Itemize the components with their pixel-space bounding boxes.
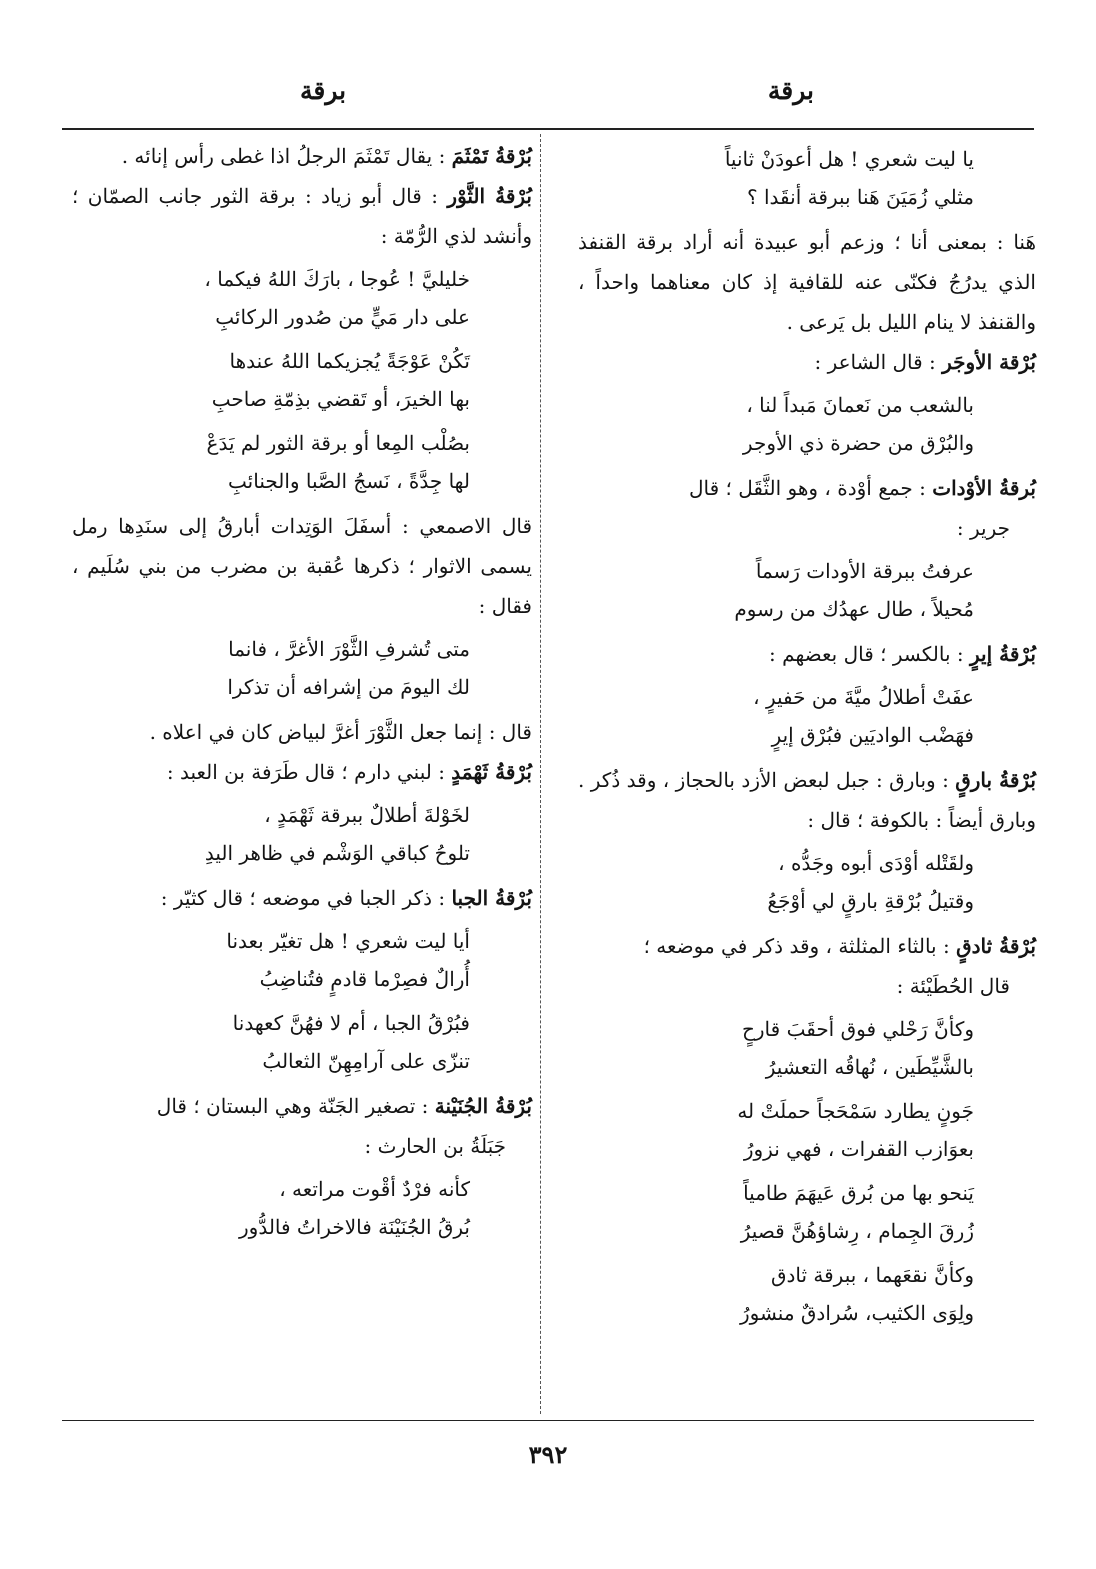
entry-text: : قال الشاعر : bbox=[814, 350, 943, 374]
verse-block bbox=[578, 386, 1036, 462]
verse-line: تَكُنْ عَوْجَةً يُجزيكما اللهُ عندها bbox=[229, 349, 470, 373]
verse-block bbox=[72, 1170, 532, 1246]
verse-line: تلوحُ كباقي الوَشْم في ظاهر اليدِ bbox=[204, 841, 470, 865]
entry-headword: بُرْقةُ إيرٍ bbox=[969, 642, 1036, 666]
verse-line: مُحيلاً ، طال عهدُك من رسوم bbox=[734, 597, 974, 621]
page-number: ٣٩٢ bbox=[528, 1440, 568, 1469]
entry-text: قال : إنما جعل الثَّوْرَ أغرَّ لبياض كان في اعلاه . bbox=[149, 720, 532, 744]
entry-headword: بُرْقةُ بارقٍ bbox=[955, 768, 1036, 792]
entry-headword: بُرْقةُ تَمْثَمَ bbox=[451, 144, 532, 168]
entry-text: : بالكسر ؛ قال بعضهم : bbox=[769, 642, 970, 666]
verse-block bbox=[72, 342, 532, 418]
verse-line: بها الخيرَ، أو تَقضي بذِمّةِ صاحبِ bbox=[211, 387, 470, 411]
column-separator bbox=[540, 134, 541, 1414]
entry-text: : يقال تَمْثَمَ الرجلُ اذا غطى رأس إنائه . bbox=[121, 144, 452, 168]
verse-line: بعوَازب القفرات ، فهي نزورُ bbox=[743, 1137, 974, 1161]
verse-line: تنزّى على آرامِهِنّ الثعالبُ bbox=[262, 1049, 470, 1073]
entry-text: : ذكر الجبا في موضعه ؛ قال كثيّر : bbox=[160, 886, 452, 910]
entry-paragraph bbox=[578, 222, 1036, 342]
verse-line: لها جِدَّةً ، نَسجُ الصَّبا والجنائبِ bbox=[228, 469, 470, 493]
verse-block bbox=[578, 140, 1036, 216]
verse-line: أُرالٌ فصِرْما قادمٍ فتُناضِبُ bbox=[259, 967, 470, 991]
entry-paragraph bbox=[578, 342, 1036, 382]
verse-line: وكأنَّ نقعَهما ، ببرقة ثادق bbox=[770, 1263, 974, 1287]
verse-line: وقتيلُ بُرْقةِ بارقٍ لي أوْجَعُ bbox=[767, 889, 974, 913]
entry-paragraph bbox=[72, 136, 532, 176]
continuation-line: جرير : bbox=[956, 516, 1010, 540]
verse-line: عفَتْ أطلالُ ميَّةَ من حَفيرٍ ، bbox=[753, 685, 974, 709]
entry-text: : بالثاء المثلثة ، وقد ذكر في موضعه ؛ bbox=[643, 934, 957, 958]
verse-block bbox=[578, 1092, 1036, 1168]
verse-line: عرفتُ ببرقة الأودات رَسماً bbox=[755, 559, 974, 583]
verse-line: لخَوْلةَ أطلالٌ ببرقة ثَهْمَدٍ ، bbox=[264, 803, 470, 827]
verse-block bbox=[578, 1256, 1036, 1332]
verse-line: ولقَتْله أوْدَى أبوه وجَدُّه ، bbox=[778, 851, 974, 875]
entry-text: : تصغير الجَنّة وهي البستان ؛ قال bbox=[156, 1094, 435, 1118]
right-column bbox=[578, 136, 1036, 1338]
verse-block bbox=[72, 424, 532, 500]
footer-rule bbox=[62, 1420, 1034, 1421]
verse-line: ولِوَى الكثيب، سُرادقٌ منشورُ bbox=[739, 1301, 974, 1325]
verse-block bbox=[72, 630, 532, 706]
header-rule bbox=[62, 128, 1034, 130]
entry-paragraph bbox=[72, 176, 532, 256]
entry-paragraph bbox=[72, 712, 532, 752]
entry-text: هَنا : بمعنى أنا ؛ وزعم أبو عبيدة أنه أراد برقة القنفذ الذي يدرُجُ فكنّى عنه للقافية إذ كان معناهما واحداً ، والقنفذ لا ينام الليل بل يَرعى . bbox=[578, 230, 1036, 334]
verse-line: أيا ليت شعري ! هل تغيّر بعدنا bbox=[226, 929, 470, 953]
entry-headword: بُرْقةُ ثَهْمَدٍ bbox=[451, 760, 532, 784]
entry-paragraph bbox=[72, 752, 532, 792]
entry-headword: بُرْقة الأوجَر bbox=[942, 350, 1036, 374]
entry-text: : جمع أوْدة ، وهو الثَّقَل ؛ قال bbox=[688, 476, 933, 500]
entry-text: قال الاصمعي : أسفَلَ الوَتِدات أبارقُ إلى سنَدِها رمل يسمى الاثوار ؛ ذكرها عُقبة بن مضرب من بني سُلَيم ، فقال : bbox=[72, 514, 532, 618]
verse-block bbox=[72, 922, 532, 998]
verse-block bbox=[578, 552, 1036, 628]
verse-line: وكأنَّ رَحْلي فوق أحقَبَ قارحٍ bbox=[741, 1017, 974, 1041]
entry-paragraph bbox=[578, 634, 1036, 674]
verse-block bbox=[578, 678, 1036, 754]
verse-block bbox=[578, 1174, 1036, 1250]
verse-line: جَونٍ يطارد سَمْحَجاً حملَتْ له bbox=[737, 1099, 974, 1123]
verse-line: على دار مَيٍّ من صُدور الركائبِ bbox=[215, 305, 470, 329]
verse-line: بالشعب من نَعمانَ مَبداً لنا ، bbox=[746, 393, 974, 417]
running-head-left: برقة bbox=[300, 76, 347, 105]
verse-line: خليليَّ ! عُوجا ، بارَكَ اللهُ فيكما ، bbox=[204, 267, 470, 291]
verse-line: مثلي زُمَيَنَ هَنا ببرقة أنقَدا ؟ bbox=[747, 185, 974, 209]
entry-paragraph bbox=[578, 926, 1036, 966]
verse-line: متى تُشرفِ الثَّوْرَ الأغرَّ ، فانما bbox=[228, 637, 470, 661]
verse-line: يَنحو بها من بُرق عَيهَمَ طامياً bbox=[743, 1181, 974, 1205]
verse-line: يا ليت شعري ! هل أعودَنْ ثانياً bbox=[724, 147, 974, 171]
entry-text: : لبني دارم ؛ قال طَرَفة بن العبد : bbox=[166, 760, 452, 784]
entry-text: : قال أبو زياد : برقة الثور جانب الصمّان ؛ وأنشد لذي الرُّمّة : bbox=[72, 184, 532, 248]
verse-line: زُرقَ الجِمام ، رِشاؤهُنَّ قصيرُ bbox=[740, 1219, 974, 1243]
entry-headword: بُرْقةُ الجُنَيْنة bbox=[434, 1094, 532, 1118]
left-column bbox=[72, 136, 532, 1252]
continuation-line: جَبَلَةُ بن الحارث : bbox=[364, 1134, 506, 1158]
entry-headword: بُرْقةُ الجبا bbox=[451, 886, 532, 910]
entry-paragraph bbox=[72, 1086, 532, 1126]
entry-paragraph bbox=[72, 878, 532, 918]
verse-block bbox=[72, 796, 532, 872]
entry-headword: بُرْقةُ ثادقٍ bbox=[956, 934, 1036, 958]
entry-paragraph bbox=[578, 760, 1036, 840]
entry-headword: بُرقةُ الأوْدات bbox=[932, 476, 1036, 500]
verse-line: كأنه فرْدٌ أقْوت مراتعه ، bbox=[279, 1177, 470, 1201]
running-head-right: برقة bbox=[767, 76, 814, 105]
entry-paragraph bbox=[72, 506, 532, 626]
verse-line: فهَضْب الواديَين فبُرْق إيرٍ bbox=[771, 723, 974, 747]
entry-paragraph bbox=[578, 468, 1036, 508]
verse-line: بُرقُ الجُنَيْنَة فالاخراتُ فالدُّور bbox=[239, 1215, 470, 1239]
verse-block bbox=[72, 1004, 532, 1080]
verse-line: لك اليومَ من إشرافه أن تذكرا bbox=[227, 675, 470, 699]
entry-headword: بُرْقةُ الثَّوْر bbox=[447, 184, 532, 208]
continuation-line: قال الحُطَيْئة : bbox=[896, 974, 1010, 998]
verse-line: والبُرْق من حضرة ذي الأوجر bbox=[742, 431, 974, 455]
verse-line: فبُرْقُ الجبا ، أم لا فهُنَّ كعهدنا bbox=[232, 1011, 470, 1035]
verse-block bbox=[578, 844, 1036, 920]
entry-text: : وبارق : جبل لبعض الأزد بالحجاز ، وقد ذُكر . وبارق أيضاً : بالكوفة ؛ قال : bbox=[578, 768, 1036, 832]
verse-block bbox=[72, 260, 532, 336]
verse-line: بالشَّيِّطَين ، نُهاقُه التعشيرُ bbox=[765, 1055, 974, 1079]
verse-line: بصُلْب المِعا أو برقة الثور لم يَدَعْ bbox=[206, 431, 470, 455]
verse-block bbox=[578, 1010, 1036, 1086]
